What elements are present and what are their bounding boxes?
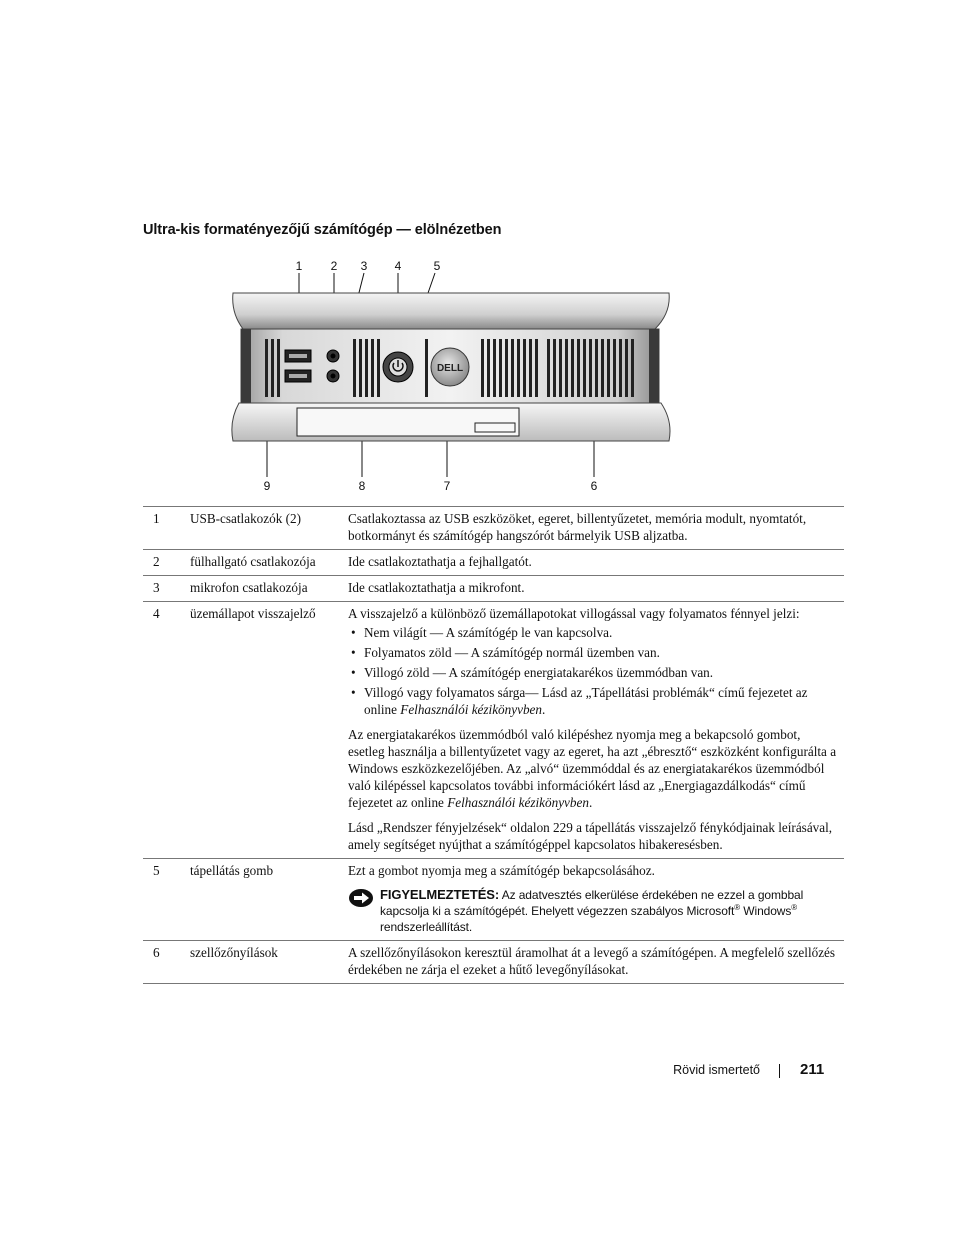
page-number: 211 bbox=[800, 1061, 825, 1078]
row-description: Ezt a gombot nyomja meg a számítógép bekapcsolásához. FIGYELMEZTETÉS: Az adatvesztés elkerülése érdekében ne ezzel a gombbal kapcsolja ki a számítógépét. Ehelyett végezzen szabályos Microsoft® Windows® rendszerleállítást. bbox=[348, 859, 844, 941]
notice-text: FIGYELMEZTETÉS: Az adatvesztés elkerülése érdekében ne ezzel a gombbal kapcsolja ki a számítógépét. Ehelyett végezzen szabályos Microsoft® Windows® rendszerleállítást. bbox=[380, 887, 804, 934]
svg-text:DELL: DELL bbox=[436, 363, 464, 374]
notice-box bbox=[348, 887, 840, 935]
callout-2: 2 bbox=[330, 259, 338, 273]
callout-8: 8 bbox=[358, 479, 366, 493]
page-footer bbox=[0, 1061, 954, 1081]
list-item: • Villogó vagy folyamatos sárga— Lásd az „Tápellátási problémák“ című fejezetet az online Felhasználói kézikönyvben. bbox=[348, 684, 840, 718]
table-row bbox=[143, 576, 844, 602]
table-row bbox=[143, 941, 844, 984]
row-number: 4 bbox=[143, 602, 190, 859]
table-row bbox=[143, 602, 844, 859]
row-number: 3 bbox=[143, 576, 190, 602]
row-label: fülhallgató csatlakozója bbox=[190, 550, 348, 576]
vents-left bbox=[265, 339, 280, 397]
vents-right bbox=[547, 339, 634, 397]
chassis-right-side bbox=[649, 329, 659, 403]
table-row bbox=[143, 550, 844, 576]
callout-4: 4 bbox=[394, 259, 402, 273]
row-label: tápellátás gomb bbox=[190, 859, 348, 941]
callout-9: 9 bbox=[263, 479, 271, 493]
section-heading: Ultra-kis formatényezőjű számítógép — elölnézetben bbox=[143, 222, 502, 238]
row-label: mikrofon csatlakozója bbox=[190, 576, 348, 602]
callout-7: 7 bbox=[443, 479, 451, 493]
row-label: szellőzőnyílások bbox=[190, 941, 348, 984]
computer-front-view-figure bbox=[225, 255, 680, 495]
table-row bbox=[143, 859, 844, 941]
row-description bbox=[348, 602, 844, 859]
indicator-intro: A visszajelző a különböző üzemállapotokat villogással vagy folyamatos fénnyel jelzi: bbox=[348, 606, 800, 621]
brand-logo bbox=[431, 348, 469, 386]
row-number: 1 bbox=[143, 507, 190, 550]
notice-arrow-icon bbox=[348, 888, 374, 908]
row-number: 5 bbox=[143, 859, 190, 941]
list-item: • Folyamatos zöld — A számítógép normál üzemben van. bbox=[348, 644, 840, 661]
callout-5: 5 bbox=[433, 259, 441, 273]
callout-1: 1 bbox=[295, 259, 303, 273]
footer-section-title: Rövid ismertető bbox=[673, 1063, 760, 1077]
row-description: Ide csatlakoztathatja a mikrofont. bbox=[348, 576, 844, 602]
row-number: 6 bbox=[143, 941, 190, 984]
chassis-left-side bbox=[241, 329, 251, 403]
row-description: Ide csatlakoztathatja a fejhallgatót. bbox=[348, 550, 844, 576]
table-row bbox=[143, 507, 844, 550]
list-item: • Nem világít — A számítógép le van kapcsolva. bbox=[348, 624, 840, 641]
sleep-mode-paragraph: Az energiatakarékos üzemmódból való kilépéshez nyomja meg a bekapcsoló gombot, esetleg használja a billentyűzetet vagy az egeret, ha azt „ébresztő“ eszközként konfigurálta a Windows eszközkezelőjében. Az „alvó“ üzemmóddal és az energiatakarékos üzemmódból való kilépéssel kapcsolatos további információkért lásd az „Energiagazdálkodás“ című fejezetet az online Felhasználói kézikönyvben. bbox=[348, 727, 837, 810]
footer-divider bbox=[779, 1064, 780, 1078]
power-button bbox=[383, 352, 413, 382]
component-table bbox=[143, 506, 844, 984]
row-label: USB-csatlakozók (2) bbox=[190, 507, 348, 550]
row-description: A szellőzőnyílásokon keresztül áramolhat át a levegő a számítógépen. A megfelelő szellőzés érdekében ne zárja el ezeket a hűtő levegőnyílásokat. bbox=[348, 941, 844, 984]
indicator-states-list bbox=[348, 624, 840, 718]
row-description: Csatlakoztassa az USB eszközöket, egeret, billentyűzetet, memória modult, nyomtatót, botkormányt és számítógép hangszórót bármelyik USB aljzatba. bbox=[348, 507, 844, 550]
row-number: 2 bbox=[143, 550, 190, 576]
chassis-top bbox=[233, 293, 670, 329]
callout-3: 3 bbox=[360, 259, 368, 273]
callout-6: 6 bbox=[590, 479, 598, 493]
light-codes-paragraph: Lásd „Rendszer fényjelzések“ oldalon 229 a tápellátás visszajelző fénykódjainak leírásával, amely segítséget nyújthat a számítógéppel kapcsolatos hibakeresésben. bbox=[348, 820, 833, 852]
notice-title: FIGYELMEZTETÉS: bbox=[380, 887, 500, 902]
row-label: üzemállapot visszajelző bbox=[190, 602, 348, 859]
list-item: • Villogó zöld — A számítógép energiatakarékos üzemmódban van. bbox=[348, 664, 840, 681]
